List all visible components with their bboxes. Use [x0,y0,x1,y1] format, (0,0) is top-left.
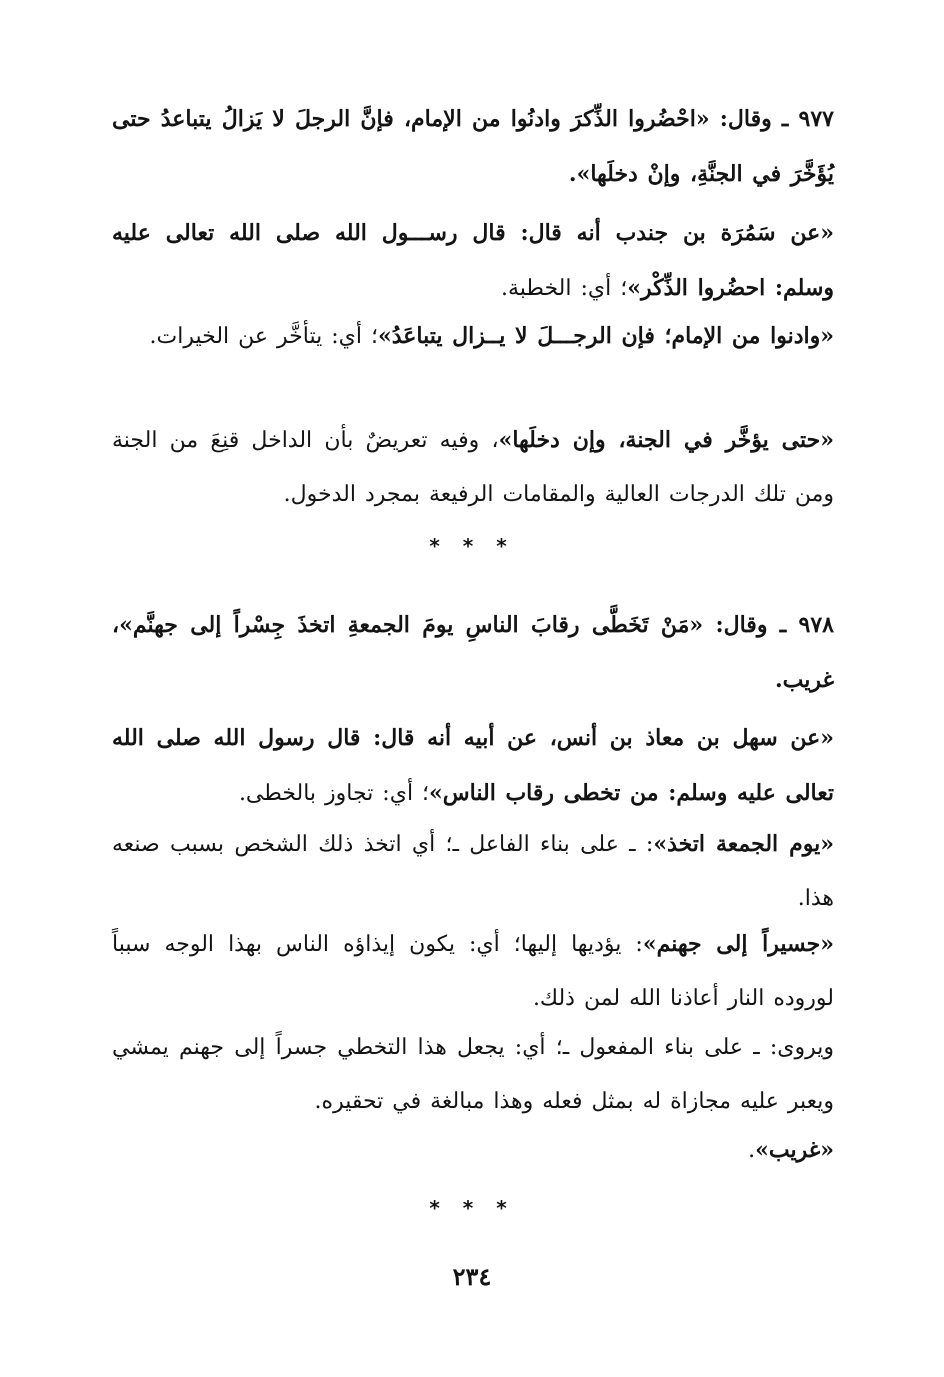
hadith-977-text: ٩٧٧ ـ وقال: «احْضُروا الذِّكرَ وادنُوا من الإمام، فإنَّ الرجلَ لا يَزالُ يتباعدُ حتى يُؤَخَّرَ في الجنَّةِ، وإنْ دخلَها». [112,106,834,187]
section-separator: * * * [429,534,515,558]
quoted-phrase: «غريب» [755,1137,834,1163]
quoted-phrase: «يوم الجمعة اتخذ» [653,831,834,857]
commentary-text: ، وفيه تعريضٌ بأن الداخل قنِعَ من الجنة ومن تلك الدرجات العالية والمقامات الرفيعة بمجرد الدخول. [112,428,834,507]
hadith-978-text: ٩٧٨ ـ وقال: «مَنْ تَخَطَّى رقابَ الناسِ يومَ الجمعةِ اتخذَ جِسْراً إلى جهنَّم»، غريب. [112,612,834,693]
quoted-phrase: «حتى يؤخَّر في الجنة، وإن دخلَها» [498,427,834,453]
commentary-paragraph [112,817,834,926]
quoted-phrase: «وادنوا من الإمام؛ فإن الرجـــلَ لا يــزال يتباعَدُ» [377,323,834,349]
commentary-text: ويروى: ـ على بناء المفعول ـ؛ أي: يجعل هذا التخطي جسراً إلى جهنم يمشي ويعبر عليه مجازاة له بمثل فعله وهذا مبالغة في تحقيره. [112,1035,834,1114]
commentary-text: ؛ أي: الخطبة. [500,276,628,301]
commentary-paragraph [112,206,834,316]
quoted-phrase: «جسيراً إلى جهنم» [642,931,835,957]
commentary-paragraph [112,917,834,1026]
commentary-paragraph [112,1123,834,1178]
quoted-phrase: «عن سَمُرَة بن جندب أنه قال: قال رســـول الله صلى الله تعالى عليه وسلم: احضُروا الذِّكْر» [112,220,834,301]
commentary-text: ؛ أي: يتأخَّر عن الخيرات. [149,324,378,349]
commentary-text: : يؤديها إليها؛ أي: يكون إيذاؤه الناس بهذا الوجه سبباً لوروده النار أعاذنا الله لمن ذلك. [112,932,834,1011]
commentary-text: ؛ أي: تجاوز بالخطى. [238,781,430,806]
page-number: ٢٣٤ [452,1262,492,1291]
commentary-paragraph [112,309,834,364]
commentary-text: : ـ على بناء الفاعل ـ؛ أي اتخذ ذلك الشخص بسبب صنعه هذا. [112,832,834,911]
hadith-977 [112,92,834,202]
section-separator: * * * [429,1196,515,1220]
commentary-paragraph [112,413,834,522]
commentary-paragraph [112,711,834,821]
quoted-phrase: «عن سهل بن معاذ بن أنس، عن أبيه أنه قال: قال رسول الله صلى الله تعالى عليه وسلم: من تخطى رقاب الناس» [112,725,834,806]
hadith-978 [112,598,834,708]
commentary-paragraph [112,1020,834,1129]
commentary-text: . [748,1138,756,1163]
